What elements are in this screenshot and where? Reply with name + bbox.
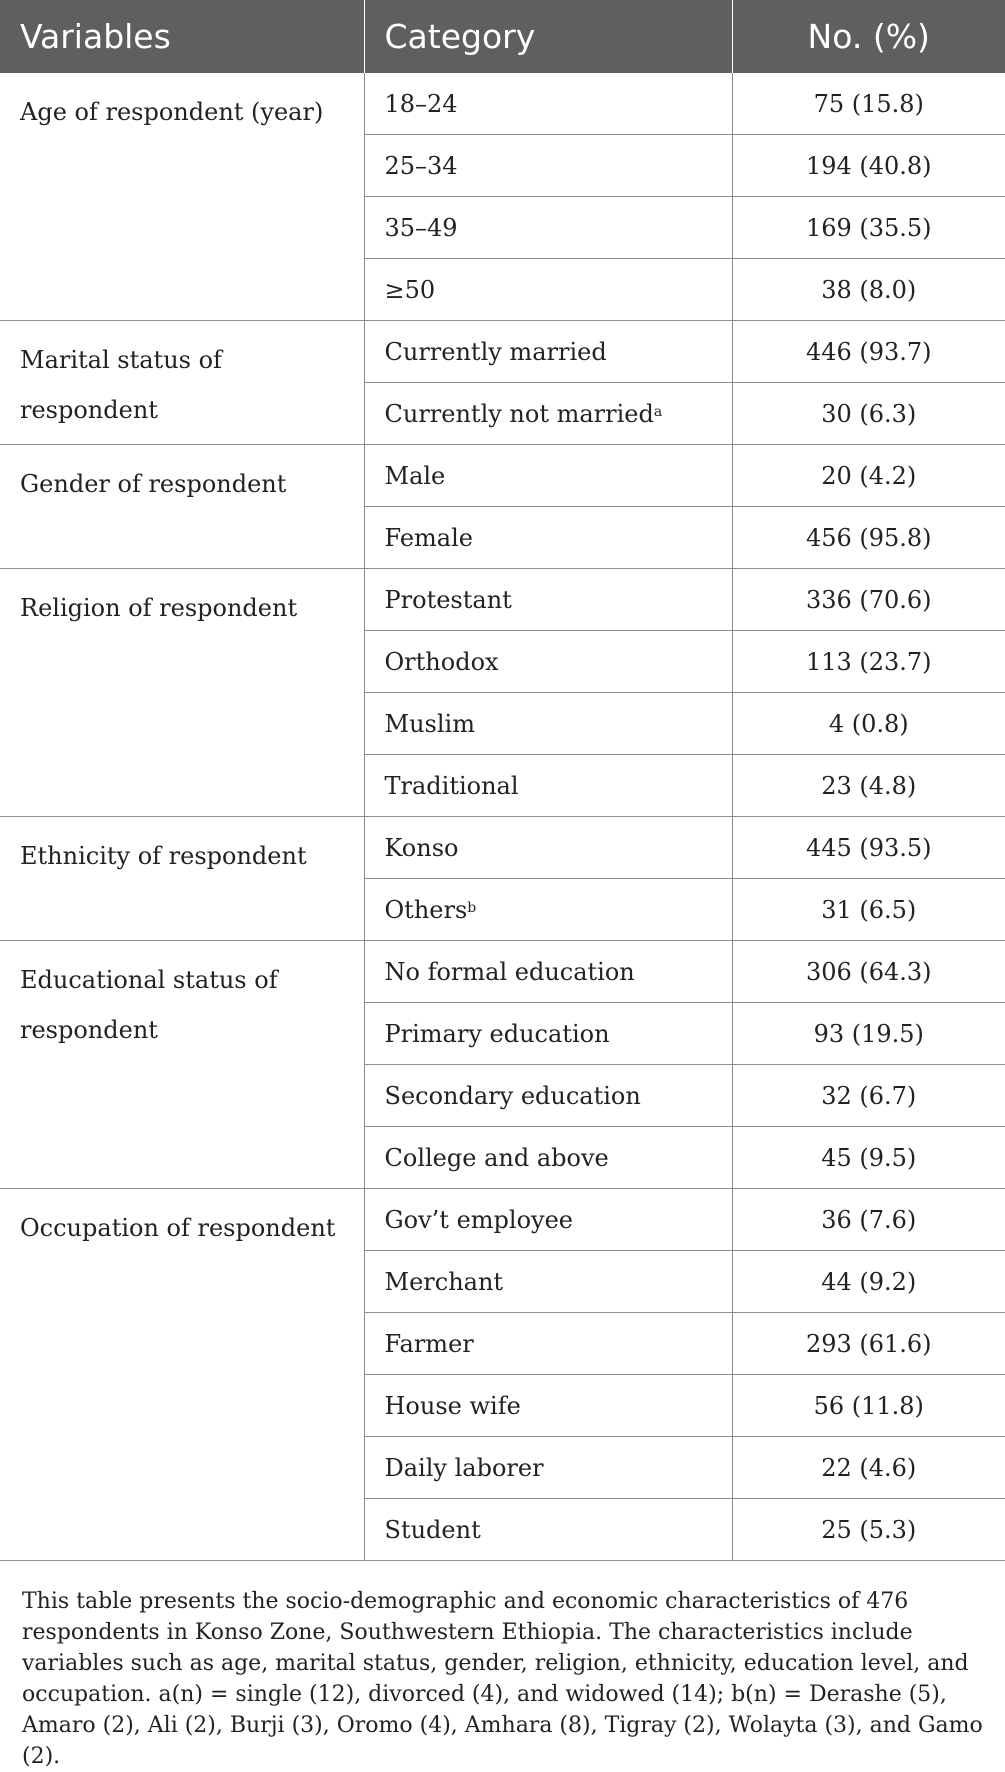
category-cell: Konso — [364, 817, 732, 879]
category-cell: House wife — [364, 1375, 732, 1437]
value-cell: 56 (11.8) — [732, 1375, 1005, 1437]
category-cell: No formal education — [364, 941, 732, 1003]
table-row — [0, 569, 1005, 631]
table-footnote: This table presents the socio-demographic and economic characteristics of 476 respondents in Konso Zone, Southwestern Ethiopia. The characteristics include variables such as age, marital status, gender, religion, ethnicity, education level, and occupation. a(n) = single (12), divorced (4), and widowed (14); b(n) = Derashe (5), Amaro (2), Ali (2), Burji (3), Oromo (4), Amhara (8), Tigray (2), Wolayta (3), and Gamo (2). — [22, 1589, 983, 1769]
value-cell: 446 (93.7) — [732, 321, 1005, 383]
variable-line: respondent — [20, 1016, 158, 1044]
value-cell: 194 (40.8) — [732, 135, 1005, 197]
category-cell: Protestant — [364, 569, 732, 631]
value-cell: 456 (95.8) — [732, 507, 1005, 569]
header-count: No. (%) — [732, 0, 1005, 73]
value-cell: 44 (9.2) — [732, 1251, 1005, 1313]
value-cell: 32 (6.7) — [732, 1065, 1005, 1127]
value-cell: 31 (6.5) — [732, 879, 1005, 941]
category-cell: Primary education — [364, 1003, 732, 1065]
variable-cell: Religion of respondent — [0, 569, 364, 817]
category-cell: Student — [364, 1499, 732, 1561]
variable-cell: Gender of respondent — [0, 445, 364, 569]
category-cell: Farmer — [364, 1313, 732, 1375]
header-row — [0, 0, 1005, 73]
variable-line: Educational status of — [20, 966, 278, 994]
category-cell: Traditional — [364, 755, 732, 817]
category-cell: ≥50 — [364, 259, 732, 321]
value-cell: 113 (23.7) — [732, 631, 1005, 693]
value-cell: 306 (64.3) — [732, 941, 1005, 1003]
category-cell — [364, 383, 732, 445]
category-text: Others — [384, 895, 468, 924]
variable-line: respondent — [20, 396, 158, 424]
category-cell: 25–34 — [364, 135, 732, 197]
value-cell: 25 (5.3) — [732, 1499, 1005, 1561]
category-cell: Muslim — [364, 693, 732, 755]
header-variables: Variables — [0, 0, 364, 73]
value-cell: 23 (4.8) — [732, 755, 1005, 817]
value-cell: 169 (35.5) — [732, 197, 1005, 259]
footnote-marker: a — [653, 403, 663, 420]
category-cell: College and above — [364, 1127, 732, 1189]
table-row — [0, 1189, 1005, 1251]
category-cell: Merchant — [364, 1251, 732, 1313]
variable-cell: Age of respondent (year) — [0, 73, 364, 321]
variable-cell — [0, 941, 364, 1189]
variable-cell: Occupation of respondent — [0, 1189, 364, 1561]
value-cell: 4 (0.8) — [732, 693, 1005, 755]
value-cell: 38 (8.0) — [732, 259, 1005, 321]
variable-cell — [0, 321, 364, 445]
category-cell — [364, 879, 732, 941]
value-cell: 36 (7.6) — [732, 1189, 1005, 1251]
footnote-marker: b — [467, 899, 477, 916]
category-cell: Female — [364, 507, 732, 569]
table-row — [0, 321, 1005, 383]
variable-line: Marital status of — [20, 346, 222, 374]
category-cell: 35–49 — [364, 197, 732, 259]
header-category: Category — [364, 0, 732, 73]
variable-cell: Ethnicity of respondent — [0, 817, 364, 941]
category-cell: Orthodox — [364, 631, 732, 693]
value-cell: 20 (4.2) — [732, 445, 1005, 507]
value-cell: 93 (19.5) — [732, 1003, 1005, 1065]
table-row — [0, 941, 1005, 1003]
value-cell: 45 (9.5) — [732, 1127, 1005, 1189]
table-row — [0, 73, 1005, 135]
value-cell: 293 (61.6) — [732, 1313, 1005, 1375]
category-cell: Male — [364, 445, 732, 507]
category-cell: Daily laborer — [364, 1437, 732, 1499]
table-row — [0, 817, 1005, 879]
value-cell: 75 (15.8) — [732, 73, 1005, 135]
category-cell: Gov’t employee — [364, 1189, 732, 1251]
value-cell: 336 (70.6) — [732, 569, 1005, 631]
category-cell: Currently married — [364, 321, 732, 383]
category-cell: Secondary education — [364, 1065, 732, 1127]
value-cell: 22 (4.6) — [732, 1437, 1005, 1499]
category-text: Currently not married — [384, 399, 654, 428]
value-cell: 445 (93.5) — [732, 817, 1005, 879]
table-row — [0, 445, 1005, 507]
value-cell: 30 (6.3) — [732, 383, 1005, 445]
category-cell: 18–24 — [364, 73, 732, 135]
